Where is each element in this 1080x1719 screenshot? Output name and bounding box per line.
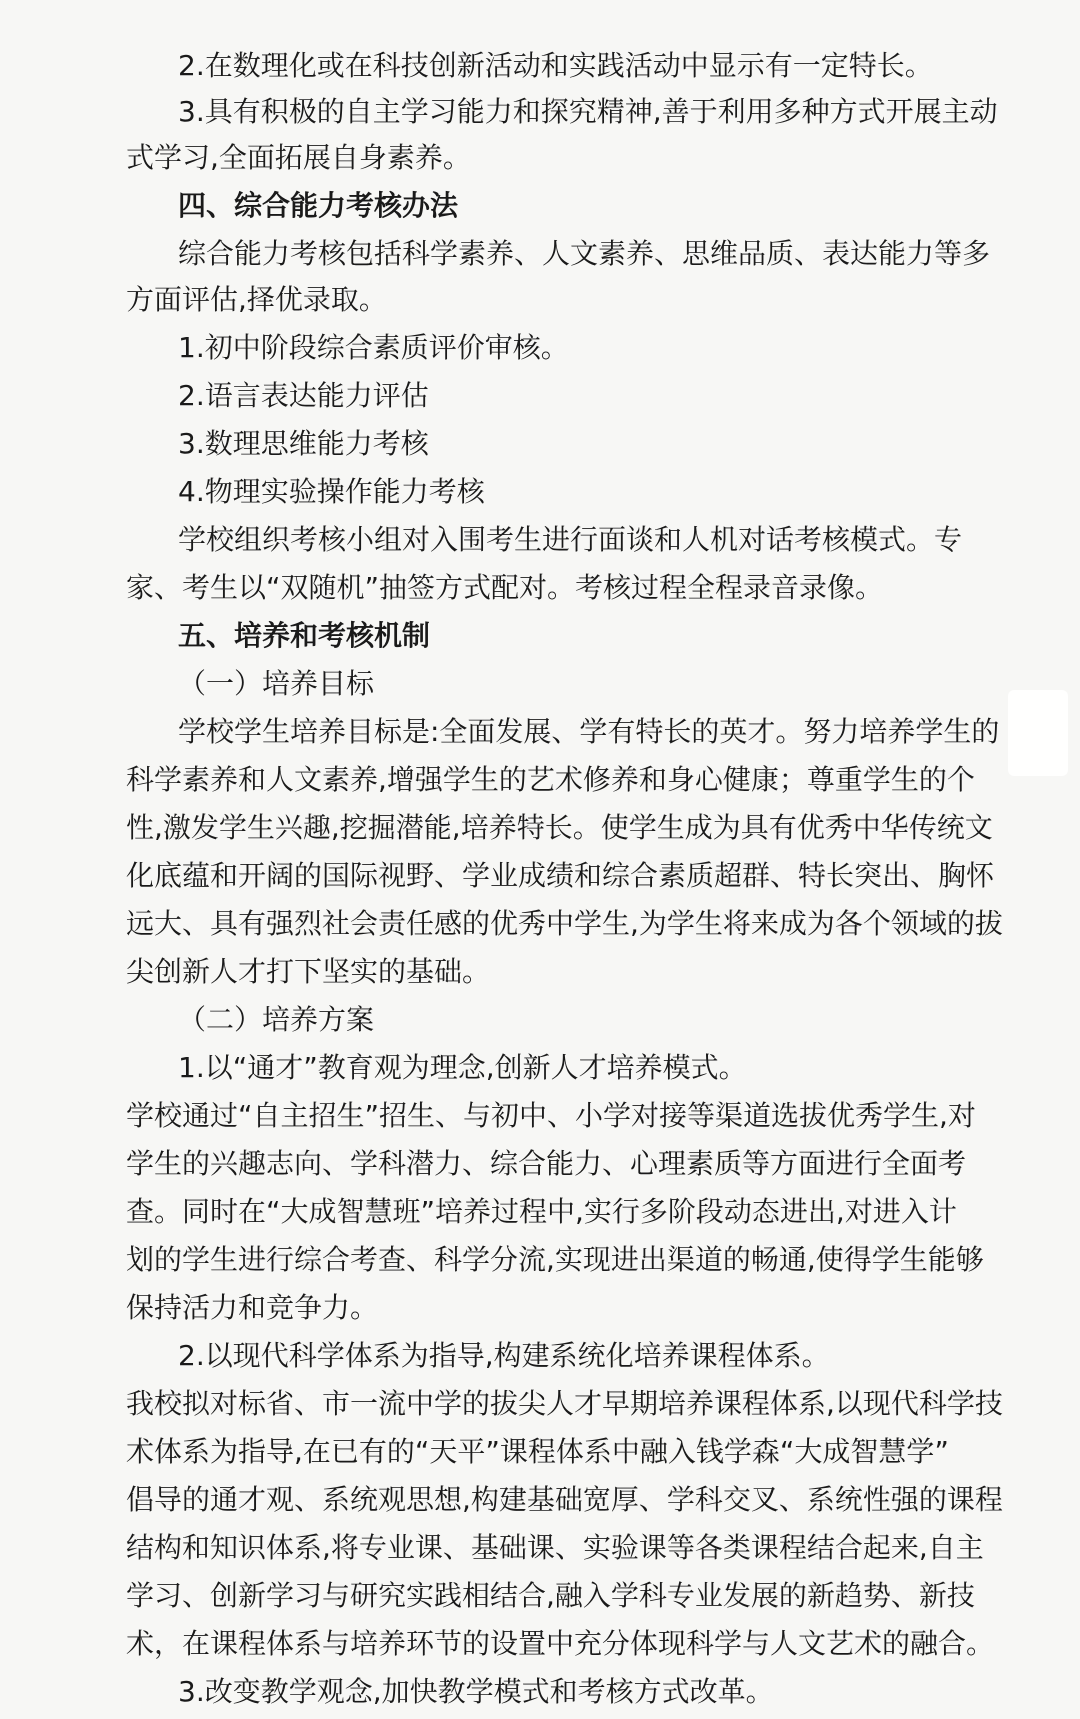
text-line: 保持活力和竞争力。 [126, 1291, 379, 1324]
text-line: 术，在课程体系与培养环节的设置中充分体现科学与人文艺术的融合。 [126, 1627, 995, 1660]
text-line: 式学习,全面拓展自身素养。 [126, 141, 471, 174]
text-line: 学生的兴趣志向、学科潜力、综合能力、心理素质等方面进行全面考 [126, 1147, 967, 1180]
text-line: 尖创新人才打下坚实的基础。 [126, 955, 491, 988]
text-line: 我校拟对标省、市一流中学的拔尖人才早期培养课程体系,以现代科学技 [126, 1387, 1003, 1420]
text-line: 科学素养和人文素养,增强学生的艺术修养和身心健康；尊重学生的个 [126, 763, 975, 796]
text-line: 3.数理思维能力考核 [178, 427, 429, 460]
text-line: 1.以“通才”教育观为理念,创新人才培养模式。 [178, 1051, 747, 1084]
text-line: 结构和知识体系,将专业课、基础课、实验课等各类课程结合起来,自主 [126, 1531, 984, 1564]
text-line: 查。同时在“大成智慧班”培养过程中,实行多阶段动态进出,对进入计 [126, 1195, 957, 1228]
text-line: 划的学生进行综合考查、科学分流,实现进出渠道的畅通,使得学生能够 [126, 1243, 984, 1276]
text-line: 2.以现代科学体系为指导,构建系统化培养课程体系。 [178, 1339, 830, 1372]
text-line: 方面评估,择优录取。 [126, 283, 387, 316]
text-line: 2.语言表达能力评估 [178, 379, 429, 412]
glare-mark [1008, 690, 1068, 776]
text-line: 综合能力考核包括科学素养、人文素养、思维品质、表达能力等多 [178, 237, 991, 270]
text-line: 4.物理实验操作能力考核 [178, 475, 485, 508]
text-line: 学校组织考核小组对入围考生进行面谈和人机对话考核模式。专 [178, 523, 963, 556]
text-line: 3.具有积极的自主学习能力和探究精神,善于利用多种方式开展主动 [178, 95, 998, 128]
text-line: 学校通过“自主招生”招生、与初中、小学对接等渠道选拔优秀学生,对 [126, 1099, 976, 1132]
subsection-heading: （一）培养目标 [178, 667, 375, 700]
text-line: 2.在数理化或在科技创新活动和实践活动中显示有一定特长。 [178, 49, 933, 82]
text-line: 倡导的通才观、系统观思想,构建基础宽厚、学科交叉、系统性强的课程 [126, 1483, 1003, 1516]
text-line: 远大、具有强烈社会责任感的优秀中学生,为学生将来成为各个领域的拔 [126, 907, 1003, 940]
text-line: 化底蕴和开阔的国际视野、学业成绩和综合素质超群、特长突出、胸怀 [126, 859, 995, 892]
text-line: 性,激发学生兴趣,挖掘潜能,培养特长。使学生成为具有优秀中华传统文 [126, 811, 993, 844]
text-line: 学习、创新学习与研究实践相结合,融入学科专业发展的新趋势、新技 [126, 1579, 975, 1612]
text-line: 3.改变教学观念,加快教学模式和考核方式改革。 [178, 1675, 774, 1708]
section-heading: 五、培养和考核机制 [178, 619, 431, 652]
text-line: 1.初中阶段综合素质评价审核。 [178, 331, 569, 364]
text-line: 学校学生培养目标是:全面发展、学有特长的英才。努力培养学生的 [178, 715, 1000, 748]
section-heading: 四、综合能力考核办法 [178, 189, 459, 222]
text-line: 术体系为指导,在已有的“天平”课程体系中融入钱学森“大成智慧学” [126, 1435, 949, 1468]
subsection-heading: （二）培养方案 [178, 1003, 375, 1036]
text-line: 家、考生以“双随机”抽签方式配对。考核过程全程录音录像。 [126, 571, 884, 604]
